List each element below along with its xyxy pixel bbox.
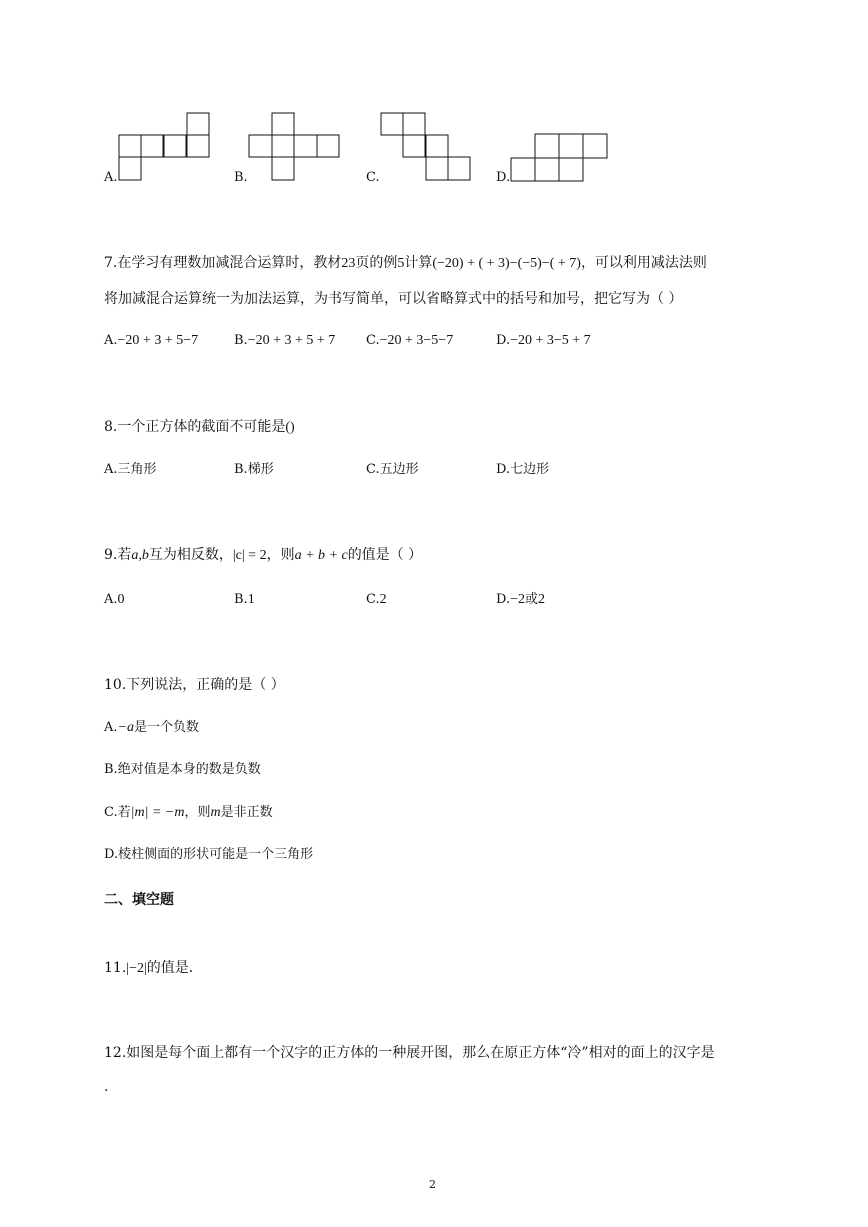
q10-stem: 10.下列说法，正确的是（ ） <box>104 677 285 693</box>
q7-option-b <box>234 332 335 350</box>
q10-option-d-letter: D. <box>104 847 119 862</box>
q11-number: 11. <box>104 960 127 976</box>
q7-option-a <box>104 332 198 350</box>
q6-option-b-letter: B. <box>234 170 248 185</box>
q10-option-a <box>104 719 199 737</box>
section-heading: 二、填空题 <box>104 892 174 908</box>
q7-text-c: 计算 <box>404 255 433 271</box>
q11-stem <box>104 959 203 978</box>
q9-option-d <box>496 591 545 609</box>
q8-option-d-text: 七边形 <box>510 462 550 477</box>
q6-option-c-net <box>378 112 472 182</box>
q7-text-a: 7.在学习有理数加减混合运算时，教材 <box>104 255 342 271</box>
q7-option-c-math: −20 + 3−5−7 <box>379 333 454 348</box>
q10-option-d <box>104 846 313 864</box>
q8-option-a-text: 三角形 <box>117 462 157 477</box>
q10-option-c <box>104 804 273 822</box>
q11-math: |−2| <box>126 961 147 976</box>
q10-option-c-math2: m <box>210 805 221 820</box>
q12-stem-line1: 12.如图是每个面上都有一个汉字的正方体的一种展开图，那么在原正方体“冷”相对的面上的汉字是 <box>104 1045 715 1061</box>
q7-page-number: 23 <box>341 256 356 271</box>
q7-option-a-letter: A. <box>104 333 118 348</box>
q7-text-d: ，可以利用减法法则 <box>580 255 707 271</box>
q7-example-number: 5 <box>397 256 405 271</box>
q7-option-c-letter: C. <box>366 333 380 348</box>
q10-option-c-text: 是非正数 <box>220 805 273 820</box>
q7-option-b-letter: B. <box>234 333 248 348</box>
q9-option-d-math: −2 <box>510 592 525 607</box>
q8-option-a-letter: A. <box>104 462 118 477</box>
q10-option-d-text: 棱柱侧面的形状可能是一个三角形 <box>118 847 314 862</box>
q10-option-a-text: 是一个负数 <box>133 720 199 735</box>
q6-option-a-net <box>116 112 210 182</box>
q8-option-c-letter: C. <box>366 462 380 477</box>
q9-vars: a,b <box>131 548 149 563</box>
q9-option-d-or: 或 <box>525 592 539 607</box>
q10-option-b-text: 绝对值是本身的数是负数 <box>117 762 261 777</box>
q8-paren: () <box>285 420 295 435</box>
q9-option-a <box>104 591 125 609</box>
q7-expression: (−20) + ( + 3)−(−5)−( + 7) <box>432 256 581 271</box>
q10-option-b-letter: B. <box>104 762 118 777</box>
q7-option-d-letter: D. <box>496 333 511 348</box>
q6-option-b-net <box>246 112 342 182</box>
q7-option-d <box>496 332 591 350</box>
q6-option-a-letter: A. <box>104 170 118 185</box>
q7-option-b-math: −20 + 3 + 5 + 7 <box>247 333 336 348</box>
q9-option-d-letter: D. <box>496 592 511 607</box>
q8-option-b-letter: B. <box>234 462 248 477</box>
q10-option-c-letter: C. <box>104 805 118 820</box>
q9-text-3: ，则 <box>266 547 295 563</box>
q11-text: 的值是． <box>146 960 203 976</box>
q8-stem <box>104 418 295 437</box>
q9-stem <box>104 546 422 565</box>
q7-stem-line1 <box>104 254 707 273</box>
q8-option-d-letter: D. <box>496 462 511 477</box>
q9-option-d-math2: 2 <box>538 592 546 607</box>
q7-option-a-math: −20 + 3 + 5−7 <box>117 333 199 348</box>
q10-option-c-math: |m| = −m <box>130 805 185 820</box>
q7-option-c <box>366 332 453 350</box>
q9-option-b-letter: B. <box>234 592 248 607</box>
q9-abs-c: |c| = 2 <box>232 548 267 563</box>
q10-option-c-pre: 若 <box>117 805 131 820</box>
q9-option-c-letter: C. <box>366 592 380 607</box>
q12-stem-line2: . <box>104 1079 109 1095</box>
q8-stem-text: 8.一个正方体的截面不可能是 <box>104 419 286 435</box>
q6-option-c-letter: C. <box>366 170 380 185</box>
q9-option-c-math: 2 <box>379 592 387 607</box>
q10-option-b <box>104 761 261 779</box>
q10-option-a-math: −a <box>117 720 134 735</box>
q8-option-d <box>496 461 549 479</box>
q10-option-c-mid: ，则 <box>184 805 211 820</box>
q10-option-a-letter: A. <box>104 720 118 735</box>
q9-sum: a + b + c <box>294 548 348 563</box>
q8-option-c-text: 五边形 <box>379 462 419 477</box>
q9-option-c <box>366 591 387 609</box>
q6-option-d-net <box>508 132 612 182</box>
q8-option-c <box>366 461 419 479</box>
q7-stem-line2: 将加减混合运算统一为加法运算，为书写简单，可以省略算式中的括号和加号，把它写为（ ） <box>104 291 683 307</box>
q6-option-d-letter: D. <box>496 170 511 185</box>
q9-option-a-letter: A. <box>104 592 118 607</box>
q8-option-a <box>104 461 157 479</box>
page-number: 2 <box>429 1178 436 1191</box>
q7-option-d-math: −20 + 3−5 + 7 <box>510 333 591 348</box>
q9-text-2: 互为相反数， <box>148 547 233 563</box>
q9-option-b <box>234 591 255 609</box>
q7-text-b: 页的例 <box>355 255 398 271</box>
q9-text-1: 9.若 <box>104 547 132 563</box>
q9-text-4: 的值是（ ） <box>347 547 423 563</box>
q9-option-b-math: 1 <box>247 592 255 607</box>
q9-option-a-math: 0 <box>117 592 125 607</box>
q8-option-b <box>234 461 274 479</box>
q8-option-b-text: 梯形 <box>247 462 274 477</box>
